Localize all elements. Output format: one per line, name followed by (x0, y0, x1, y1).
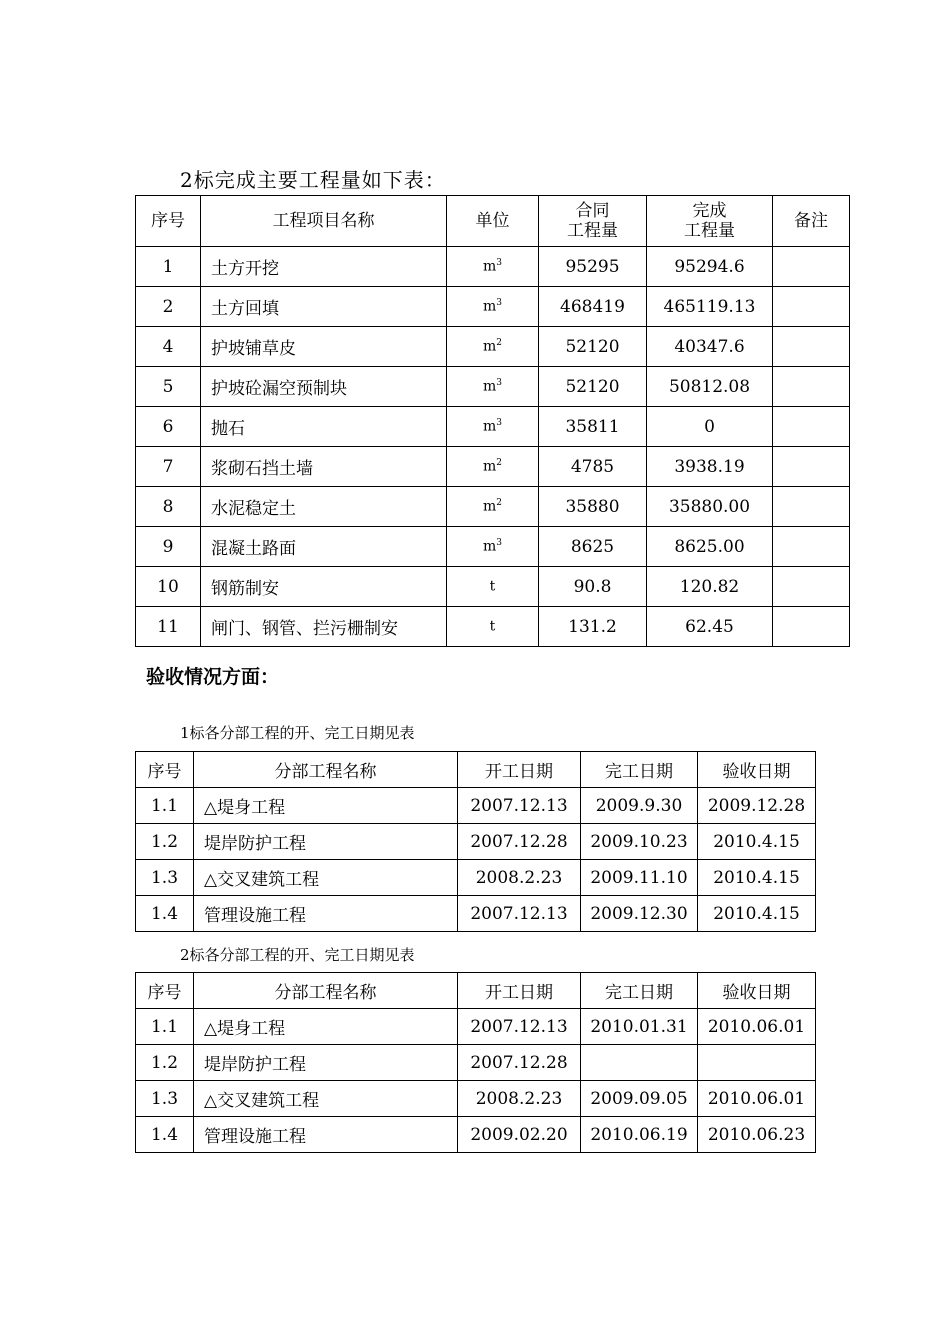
cell-start-date: 2009.02.20 (458, 1117, 581, 1153)
cell-contract-quantity: 4785 (539, 447, 647, 487)
header-finish-date: 完工日期 (581, 752, 698, 788)
cell-note (773, 447, 850, 487)
cell-start-date: 2008.2.23 (458, 860, 581, 896)
cell-seq: 1.2 (136, 824, 194, 860)
cell-finish-date: 2009.9.30 (581, 788, 698, 824)
header-note: 备注 (773, 196, 850, 247)
cell-division-name: 管理设施工程 (194, 896, 458, 932)
table-row (136, 1117, 816, 1153)
section1-dates-table (135, 751, 816, 932)
cell-acceptance-date (698, 1045, 816, 1081)
table-header-row (136, 752, 816, 788)
cell-note (773, 287, 850, 327)
cell-acceptance-date: 2009.12.28 (698, 788, 816, 824)
table-row (136, 487, 850, 527)
cell-project-name: 护坡铺草皮 (201, 327, 447, 367)
unit-symbol: m (482, 498, 497, 515)
header-unit: 单位 (447, 196, 539, 247)
cell-unit (447, 247, 539, 287)
cell-contract-quantity: 468419 (539, 287, 647, 327)
section2-caption: 2标各分部工程的开、完工日期见表 (180, 946, 415, 964)
cell-completed-quantity: 50812.08 (647, 367, 773, 407)
cell-acceptance-date: 2010.06.23 (698, 1117, 816, 1153)
cell-completed-quantity: 35880.00 (647, 487, 773, 527)
unit-symbol: m (482, 418, 497, 435)
header-seq: 序号 (136, 752, 194, 788)
cell-finish-date: 2009.12.30 (581, 896, 698, 932)
header-finish-date: 完工日期 (581, 973, 698, 1009)
cell-unit (447, 367, 539, 407)
cell-start-date: 2007.12.28 (458, 1045, 581, 1081)
unit-exponent: 3 (496, 298, 502, 309)
cell-contract-quantity: 90.8 (539, 567, 647, 607)
cell-division-name: 管理设施工程 (194, 1117, 458, 1153)
cell-completed-quantity: 40347.6 (647, 327, 773, 367)
cell-acceptance-date: 2010.06.01 (698, 1081, 816, 1117)
table-row (136, 1081, 816, 1117)
cell-note (773, 327, 850, 367)
cell-seq: 1.4 (136, 896, 194, 932)
cell-project-name: 水泥稳定土 (201, 487, 447, 527)
header-completed-quantity: 完成 工程量 (647, 196, 773, 247)
table-row (136, 407, 850, 447)
cell-division-name: 堤岸防护工程 (194, 1045, 458, 1081)
cell-acceptance-date: 2010.4.15 (698, 824, 816, 860)
cell-completed-quantity: 8625.00 (647, 527, 773, 567)
section1-caption: 1标各分部工程的开、完工日期见表 (180, 724, 415, 742)
unit-exponent: 3 (496, 418, 502, 429)
header-division-name: 分部工程名称 (194, 752, 458, 788)
header-acceptance-date: 验收日期 (698, 752, 816, 788)
cell-seq: 4 (136, 327, 201, 367)
cell-contract-quantity: 35880 (539, 487, 647, 527)
cell-completed-quantity: 120.82 (647, 567, 773, 607)
cell-seq: 8 (136, 487, 201, 527)
acceptance-heading: 验收情况方面： (146, 666, 280, 688)
cell-acceptance-date: 2010.06.01 (698, 1009, 816, 1045)
cell-contract-quantity: 52120 (539, 327, 647, 367)
cell-project-name: 浆砌石挡土墙 (201, 447, 447, 487)
table-row (136, 327, 850, 367)
cell-seq: 1.4 (136, 1117, 194, 1153)
table-row (136, 247, 850, 287)
table-row (136, 527, 850, 567)
cell-seq: 11 (136, 607, 201, 647)
table-row (136, 896, 816, 932)
cell-finish-date (581, 1045, 698, 1081)
cell-project-name: 抛石 (201, 407, 447, 447)
header-acceptance-date: 验收日期 (698, 973, 816, 1009)
section2-dates-table (135, 972, 816, 1153)
cell-project-name: 钢筋制安 (201, 567, 447, 607)
cell-unit (447, 567, 539, 607)
header-start-date: 开工日期 (458, 973, 581, 1009)
unit-symbol: m (482, 258, 497, 275)
cell-seq: 1.1 (136, 788, 194, 824)
cell-finish-date: 2010.01.31 (581, 1009, 698, 1045)
cell-contract-quantity: 8625 (539, 527, 647, 567)
header-contract-quantity: 合同 工程量 (539, 196, 647, 247)
cell-unit (447, 607, 539, 647)
cell-note (773, 567, 850, 607)
cell-seq: 5 (136, 367, 201, 407)
table-row (136, 1009, 816, 1045)
cell-start-date: 2007.12.13 (458, 896, 581, 932)
cell-unit (447, 407, 539, 447)
cell-note (773, 527, 850, 567)
cell-completed-quantity: 95294.6 (647, 247, 773, 287)
cell-acceptance-date: 2010.4.15 (698, 896, 816, 932)
cell-seq: 1.3 (136, 860, 194, 896)
cell-unit (447, 287, 539, 327)
header-seq: 序号 (136, 973, 194, 1009)
cell-note (773, 367, 850, 407)
table-row (136, 287, 850, 327)
table-row (136, 788, 816, 824)
cell-completed-quantity: 62.45 (647, 607, 773, 647)
unit-symbol: t (489, 578, 496, 595)
table-row (136, 824, 816, 860)
cell-seq: 10 (136, 567, 201, 607)
cell-unit (447, 447, 539, 487)
cell-start-date: 2007.12.28 (458, 824, 581, 860)
table-row (136, 1045, 816, 1081)
cell-finish-date: 2009.09.05 (581, 1081, 698, 1117)
cell-note (773, 407, 850, 447)
cell-unit (447, 527, 539, 567)
cell-completed-quantity: 465119.13 (647, 287, 773, 327)
unit-exponent: 2 (496, 458, 502, 469)
cell-division-name: △堤身工程 (194, 1009, 458, 1045)
cell-start-date: 2008.2.23 (458, 1081, 581, 1117)
cell-project-name: 土方开挖 (201, 247, 447, 287)
cell-completed-quantity: 3938.19 (647, 447, 773, 487)
cell-finish-date: 2010.06.19 (581, 1117, 698, 1153)
cell-note (773, 607, 850, 647)
table-row (136, 860, 816, 896)
cell-seq: 9 (136, 527, 201, 567)
cell-division-name: 堤岸防护工程 (194, 824, 458, 860)
header-division-name: 分部工程名称 (194, 973, 458, 1009)
cell-seq: 2 (136, 287, 201, 327)
cell-contract-quantity: 95295 (539, 247, 647, 287)
unit-symbol: t (489, 618, 496, 635)
unit-symbol: m (482, 458, 497, 475)
cell-completed-quantity: 0 (647, 407, 773, 447)
quantities-table (135, 195, 850, 647)
table-header-row (136, 196, 850, 247)
cell-project-name: 护坡砼漏空预制块 (201, 367, 447, 407)
cell-contract-quantity: 35811 (539, 407, 647, 447)
unit-symbol: m (482, 538, 497, 555)
header-project-name: 工程项目名称 (201, 196, 447, 247)
unit-symbol: m (482, 298, 497, 315)
table-row (136, 607, 850, 647)
cell-note (773, 247, 850, 287)
unit-symbol: m (482, 338, 497, 355)
cell-seq: 1.3 (136, 1081, 194, 1117)
table-row (136, 447, 850, 487)
unit-symbol: m (482, 378, 497, 395)
header-start-date: 开工日期 (458, 752, 581, 788)
header-seq: 序号 (136, 196, 201, 247)
cell-acceptance-date: 2010.4.15 (698, 860, 816, 896)
cell-division-name: △交叉建筑工程 (194, 860, 458, 896)
unit-exponent: 3 (496, 378, 502, 389)
cell-project-name: 土方回填 (201, 287, 447, 327)
unit-exponent: 3 (496, 538, 502, 549)
cell-note (773, 487, 850, 527)
quantities-caption: 2标完成主要工程量如下表： (180, 168, 446, 192)
cell-start-date: 2007.12.13 (458, 1009, 581, 1045)
unit-exponent: 3 (496, 258, 502, 269)
cell-unit (447, 327, 539, 367)
cell-finish-date: 2009.10.23 (581, 824, 698, 860)
unit-exponent: 2 (496, 498, 502, 509)
cell-finish-date: 2009.11.10 (581, 860, 698, 896)
cell-project-name: 混凝土路面 (201, 527, 447, 567)
cell-seq: 1.1 (136, 1009, 194, 1045)
cell-start-date: 2007.12.13 (458, 788, 581, 824)
cell-seq: 6 (136, 407, 201, 447)
cell-contract-quantity: 131.2 (539, 607, 647, 647)
cell-project-name: 闸门、钢管、拦污栅制安 (201, 607, 447, 647)
cell-contract-quantity: 52120 (539, 367, 647, 407)
cell-seq: 1.2 (136, 1045, 194, 1081)
cell-seq: 1 (136, 247, 201, 287)
cell-division-name: △交叉建筑工程 (194, 1081, 458, 1117)
table-row (136, 567, 850, 607)
unit-exponent: 2 (496, 338, 502, 349)
table-row (136, 367, 850, 407)
table-header-row (136, 973, 816, 1009)
cell-division-name: △堤身工程 (194, 788, 458, 824)
cell-unit (447, 487, 539, 527)
cell-seq: 7 (136, 447, 201, 487)
